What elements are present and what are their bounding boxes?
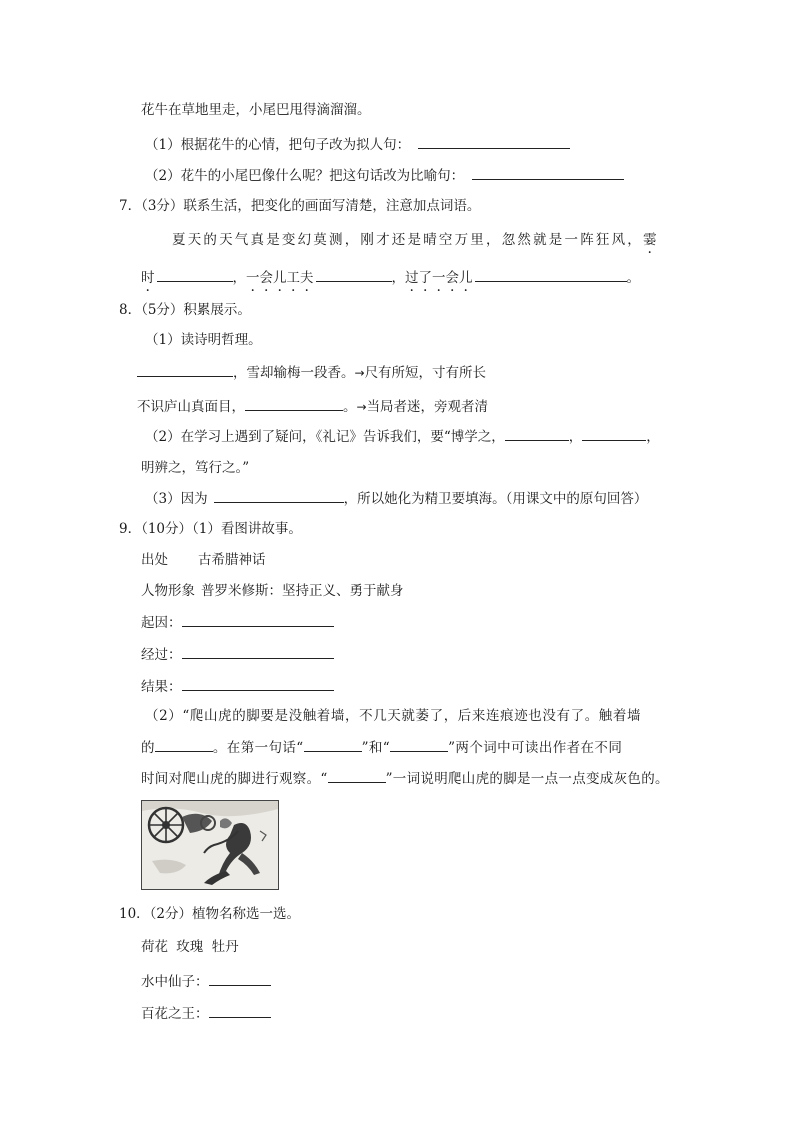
q9-text: 。在第一句话“ bbox=[212, 740, 304, 756]
q8-sub2-blank-1[interactable] bbox=[505, 426, 569, 441]
q9-source-value: 古希腊神话 bbox=[198, 552, 266, 568]
q7-dotted-char: 会 bbox=[445, 270, 459, 286]
q8-sub2-line2: 明辨之，笃行之。” bbox=[141, 460, 250, 476]
q7-blank-1[interactable] bbox=[157, 267, 233, 282]
q9-header: 9．（10分）（1）看图讲故事。 bbox=[119, 521, 302, 537]
q8-poem1 bbox=[137, 362, 486, 383]
q7-header: 7．（3分）联系生活，把变化的画面写清楚，注意加点词语。 bbox=[119, 198, 481, 214]
q8-poem1-moral: 尺有所短，寸有所长 bbox=[364, 365, 487, 381]
q8-sub2 bbox=[145, 426, 660, 447]
q8-poem1-text: ，雪却输梅一段香。 bbox=[233, 365, 355, 381]
q9-result-blank[interactable] bbox=[182, 676, 334, 691]
q9-process bbox=[141, 644, 334, 665]
q7-comma-1: ， bbox=[232, 270, 246, 286]
q7-dotted-char: 儿 bbox=[273, 270, 287, 286]
q9-source bbox=[141, 550, 266, 570]
q8-sub2-comma-end: ， bbox=[646, 429, 660, 445]
q8-sub2-text: （2）在学习上遇到了疑问，《礼记》告诉我们，要“博学之， bbox=[145, 429, 505, 445]
q8-poem2-period: 。 bbox=[343, 399, 357, 415]
q9-text: ”和“ bbox=[361, 740, 391, 756]
q6-sub2-answer-blank[interactable] bbox=[472, 165, 624, 180]
q9-result bbox=[141, 676, 334, 697]
q7-dotted-char: 夫 bbox=[300, 270, 314, 286]
q8-sub2-blank-2[interactable] bbox=[582, 426, 646, 441]
q9-character bbox=[141, 581, 404, 601]
q10-item2 bbox=[141, 1003, 271, 1024]
q7-blank-2[interactable] bbox=[316, 267, 392, 282]
q8-sub2-comma: ， bbox=[568, 429, 583, 445]
q8-poem2 bbox=[137, 396, 488, 417]
q6-sentence: 花牛在草地里走，小尾巴甩得滴溜溜。 bbox=[141, 102, 371, 118]
q6-sub2 bbox=[145, 165, 624, 186]
q7-dotted-char: 了 bbox=[418, 270, 432, 286]
q7-dotted-shi: 时 bbox=[141, 270, 155, 286]
q9-sub2-blank-3[interactable] bbox=[390, 737, 448, 752]
q7-comma-2: ， bbox=[391, 270, 405, 286]
q8-sub3-post: ，所以她化为精卫要填海。（用课文中的原句回答） bbox=[343, 491, 648, 507]
q7-period: 。 bbox=[626, 270, 640, 286]
q7-paragraph-text: 夏天的天气真是变幻莫测，刚才还是晴空万里，忽然就是一阵狂风， bbox=[172, 232, 643, 248]
q8-header: 8．（5分）积累展示。 bbox=[119, 302, 251, 318]
q10-item2-label: 百花之王： bbox=[141, 1006, 209, 1022]
q10-item2-blank[interactable] bbox=[209, 1003, 271, 1018]
q9-text: 时间对爬山虎的脚进行观察。“ bbox=[141, 771, 328, 787]
q8-poem1-blank[interactable] bbox=[137, 362, 233, 377]
q9-cause-blank[interactable] bbox=[182, 612, 334, 627]
q6-sub1-answer-blank[interactable] bbox=[418, 134, 570, 149]
q9-character-label: 人物形象 bbox=[141, 583, 195, 599]
q9-source-label: 出处 bbox=[141, 552, 168, 568]
prometheus-illustration bbox=[141, 800, 279, 890]
arrow-icon: → bbox=[354, 366, 365, 380]
q9-character-value: 普罗米修斯：坚持正义、勇于献身 bbox=[201, 583, 404, 599]
q6-sub1-text: （1）根据花牛的心情，把句子改为拟人句： bbox=[145, 137, 411, 153]
q7-blank-3[interactable] bbox=[475, 267, 627, 282]
q6-sub1 bbox=[145, 134, 570, 155]
q8-sub3 bbox=[145, 488, 647, 509]
q7-dotted-ling: 霎 bbox=[643, 232, 659, 248]
q9-process-label: 经过： bbox=[141, 647, 182, 663]
q9-sub2-line1: （2）“爬山虎的脚要是没触着墙，不几天就萎了，后来连痕迹也没有了。触着墙 bbox=[145, 708, 642, 724]
q7-dotted-char: 一 bbox=[432, 270, 446, 286]
q7-dotted-char: 一 bbox=[246, 270, 260, 286]
arrow-icon: → bbox=[356, 400, 367, 414]
q8-poem2-moral: 当局者迷，旁观者清 bbox=[366, 399, 489, 415]
q9-sub2-line3 bbox=[141, 768, 669, 789]
q8-sub1: （1）读诗明哲理。 bbox=[145, 332, 262, 348]
q9-sub2-blank-1[interactable] bbox=[155, 737, 213, 752]
q9-process-blank[interactable] bbox=[182, 644, 334, 659]
q8-poem2-blank[interactable] bbox=[245, 396, 343, 411]
q7-paragraph bbox=[172, 230, 659, 250]
q9-cause-label: 起因： bbox=[141, 615, 182, 631]
q9-sub2-line2 bbox=[141, 737, 622, 758]
q8-poem2-text: 不识庐山真面目， bbox=[137, 399, 245, 415]
q10-item1-label: 水中仙子： bbox=[141, 974, 209, 990]
q8-sub3-blank[interactable] bbox=[214, 488, 344, 503]
q8-sub3-pre: （3）因为 bbox=[145, 491, 208, 507]
q7-dotted-char: 工 bbox=[286, 270, 300, 286]
q9-cause bbox=[141, 612, 334, 633]
q9-sub2-blank-4[interactable] bbox=[328, 768, 386, 783]
q9-sub2-blank-2[interactable] bbox=[304, 737, 362, 752]
q9-text: ”一词说明爬山虎的脚是一点一点变成灰色的。 bbox=[385, 771, 669, 787]
q6-sub2-text: （2）花牛的小尾巴像什么呢？把这句话改为比喻句： bbox=[145, 168, 465, 184]
q9-result-label: 结果： bbox=[141, 679, 182, 695]
prometheus-drawing bbox=[142, 801, 278, 889]
q7-dotted-char: 儿 bbox=[459, 270, 473, 286]
q9-text: 的 bbox=[141, 740, 155, 756]
q7-dotted-char: 会 bbox=[259, 270, 273, 286]
q10-item1 bbox=[141, 971, 271, 992]
q7-blanks-line bbox=[141, 267, 640, 288]
q9-text: ”两个词中可读出作者在不同 bbox=[448, 740, 623, 756]
q10-header: 10．（2分）植物名称选一选。 bbox=[119, 906, 301, 922]
q10-options: 荷花 玫瑰 牡丹 bbox=[141, 939, 239, 955]
q7-dotted-char: 过 bbox=[405, 270, 419, 286]
q10-item1-blank[interactable] bbox=[209, 971, 271, 986]
